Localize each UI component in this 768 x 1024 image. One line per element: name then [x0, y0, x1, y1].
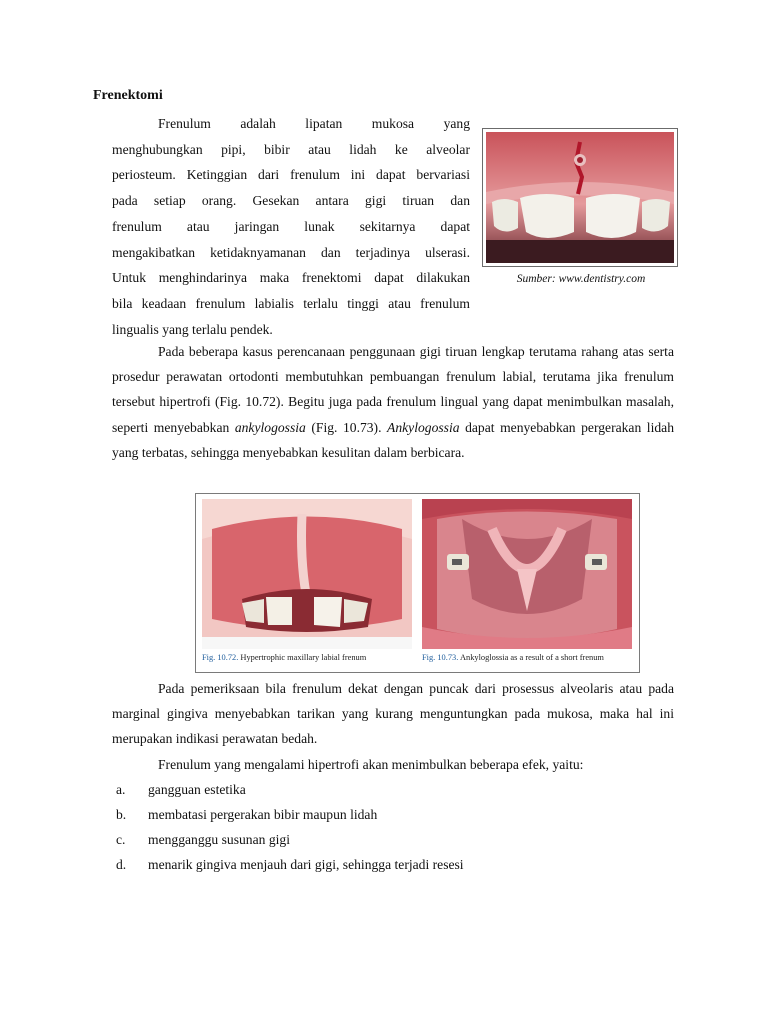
ankyloglossia-photo	[422, 499, 632, 649]
labial-frenum-photo	[202, 499, 412, 649]
paragraph-text: (Fig. 10.73).	[305, 419, 388, 435]
figure-caption-left	[202, 653, 366, 662]
figure-number: Fig. 10.73.	[422, 653, 459, 662]
paragraph-effects-intro	[112, 752, 674, 777]
paragraph-intro-line: Frenulum adalah lipatan mukosa yang	[158, 116, 470, 131]
figure-source-caption: Sumber: www.dentistry.com	[516, 273, 646, 285]
paragraph-intro-line: menghubungkan pipi, bibir atau lidah ke alveolar	[112, 141, 470, 157]
paragraph-intro-line: periosteum. Ketinggian dari frenulum ini dapat bervariasi	[112, 167, 470, 183]
paragraph-text: Pada pemeriksaan bila frenulum dekat dengan puncak dari prosessus alveolaris atau pada marginal gingiva menyebabkan tarikan yang kurang menguntungkan pada mukosa, maka hal ini merupakan indikasi perawatan bedah.	[112, 681, 674, 747]
list-item-text: gangguan estetika	[148, 782, 246, 797]
figure-caption-text: Hypertrophic maxillary labial frenum	[240, 653, 367, 662]
paragraph-intro-line: mengakibatkan ketidaknyamanan dan terjadinya ulserasi.	[112, 244, 470, 260]
list-marker: d.	[116, 857, 127, 872]
list-item	[112, 777, 464, 802]
frenulum-photo	[482, 128, 678, 267]
list-marker: c.	[116, 832, 126, 847]
list-marker: a.	[116, 782, 126, 797]
figure-caption-right	[422, 653, 604, 662]
effects-list	[112, 777, 464, 877]
figure-pair	[195, 493, 640, 673]
figure-number: Fig. 10.72.	[202, 653, 239, 662]
list-item	[112, 827, 464, 852]
paragraph-text: Pada beberapa kasus perencanaan penggunaan gigi tiruan lengkap terutama rahang atas serta prosedur perawatan ortodonti membutuhkan pembuangan frenulum labial, terutama jika frenulum tersebut hipertrofi (Fig. 10.72). Begitu juga pada frenulum lingual yang dapat menimbulkan masalah, seperti menyebabkan	[112, 344, 674, 435]
paragraph-intro	[112, 111, 470, 342]
list-item-text: membatasi pergerakan bibir maupun lidah	[148, 807, 378, 822]
paragraph-intro-line: lingualis yang terlalu pendek.	[112, 321, 273, 337]
list-item	[112, 852, 464, 877]
list-item	[112, 802, 464, 827]
section-heading: Frenektomi	[93, 88, 163, 103]
paragraph-intro-line: frenulum atau jaringan lunak sekitarnya dapat	[112, 218, 470, 234]
paragraph-examination	[112, 676, 674, 752]
paragraph-intro-line: Untuk menghindarinya maka frenektomi dapat dilakukan	[112, 270, 470, 286]
paragraph-frenulum-cases	[112, 339, 674, 465]
term-ankylogossia: Ankylogossia	[387, 419, 460, 435]
figure-caption-text: Ankyloglossia as a result of a short frenum	[459, 653, 604, 662]
list-item-text: menarik gingiva menjauh dari gigi, sehingga terjadi resesi	[148, 857, 464, 872]
list-item-text: mengganggu susunan gigi	[148, 832, 290, 847]
list-marker: b.	[116, 807, 127, 822]
paragraph-text: Frenulum yang mengalami hipertrofi akan menimbulkan beberapa efek, yaitu:	[158, 757, 584, 772]
paragraph-text: dapat menyebabkan pergerakan lidah yang terbatas, sehingga menyebabkan kesulitan dalam berbicara.	[112, 419, 674, 460]
term-ankylogossia: ankylogossia	[234, 419, 306, 435]
paragraph-intro-line: bila keadaan frenulum labialis terlalu tinggi atau frenulum	[112, 295, 470, 311]
paragraph-intro-line: pada setiap orang. Gesekan antara gigi tiruan dan	[112, 193, 470, 209]
frenulum-photo-image	[486, 132, 674, 263]
